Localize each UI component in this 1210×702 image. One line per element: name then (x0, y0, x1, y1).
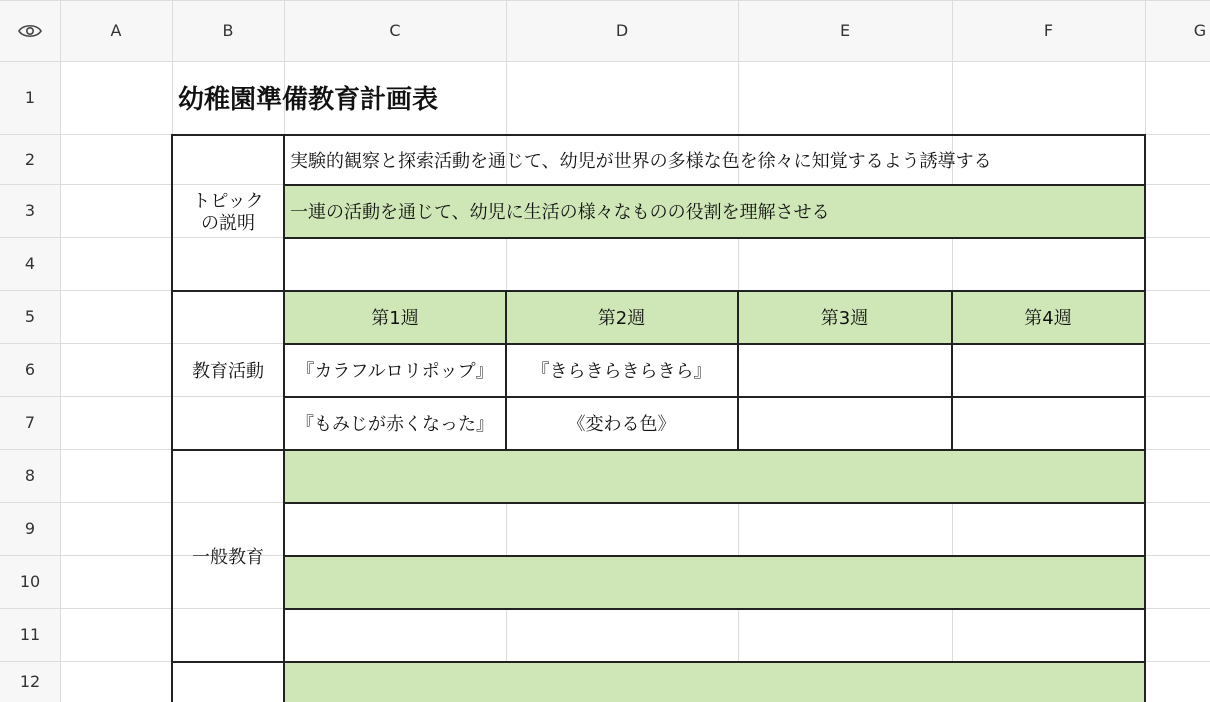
activity-week2-row6[interactable]: 『きらきらきらきら』 (531, 361, 712, 382)
column-header-g[interactable]: G (1193, 21, 1207, 40)
row-header-2[interactable]: 2 (24, 149, 36, 169)
column-header-d[interactable]: D (615, 21, 629, 40)
general-row10-fill (284, 555, 1145, 608)
page-title[interactable]: 幼稚園準備教育計画表 (178, 85, 439, 115)
row-header-3[interactable]: 3 (24, 201, 36, 220)
topic-label[interactable]: トピック の説明 (192, 191, 264, 234)
row-header-11[interactable]: 11 (19, 625, 41, 644)
eye-icon[interactable] (17, 20, 43, 42)
activity-week1-row7[interactable]: 『もみじが赤くなった』 (296, 414, 494, 435)
column-header-c[interactable]: C (389, 21, 401, 40)
row-header-12[interactable]: 12 (19, 672, 41, 691)
column-header-a[interactable]: A (110, 21, 122, 40)
general-row8-fill (284, 449, 1145, 502)
general-row12-fill (284, 661, 1145, 702)
row-header-7[interactable]: 7 (24, 413, 36, 432)
topic-line-2[interactable]: 一連の活動を通じて、幼児に生活の様々なものの役割を理解させる (290, 202, 830, 223)
activity-week1-row6[interactable]: 『カラフルロリポップ』 (296, 361, 494, 382)
general-education-label[interactable]: 一般教育 (192, 546, 264, 568)
topic-line-1[interactable]: 実験的観察と探索活動を通じて、幼児が世界の多様な色を徐々に知覚するよう誘導する (290, 151, 992, 172)
column-header-b[interactable]: B (222, 21, 234, 40)
activity-week2-row7[interactable]: 《変わる色》 (567, 414, 676, 435)
week-3-header[interactable]: 第3週 (820, 308, 869, 329)
week-4-header[interactable]: 第4週 (1024, 308, 1072, 329)
week-2-header[interactable]: 第2週 (597, 308, 646, 329)
row-header-5[interactable]: 5 (24, 307, 36, 326)
row-header-9[interactable]: 9 (24, 519, 36, 538)
row-header-6[interactable]: 6 (24, 360, 36, 379)
row-header-8[interactable]: 8 (24, 466, 36, 485)
column-header-f[interactable]: F (1043, 21, 1054, 40)
column-header-e[interactable]: E (839, 21, 851, 40)
row-header-10[interactable]: 10 (19, 572, 41, 591)
row-header-1[interactable]: 1 (24, 88, 36, 107)
week-1-header[interactable]: 第1週 (371, 308, 419, 329)
activities-label[interactable]: 教育活動 (192, 361, 264, 382)
row-header-4[interactable]: 4 (24, 254, 36, 273)
